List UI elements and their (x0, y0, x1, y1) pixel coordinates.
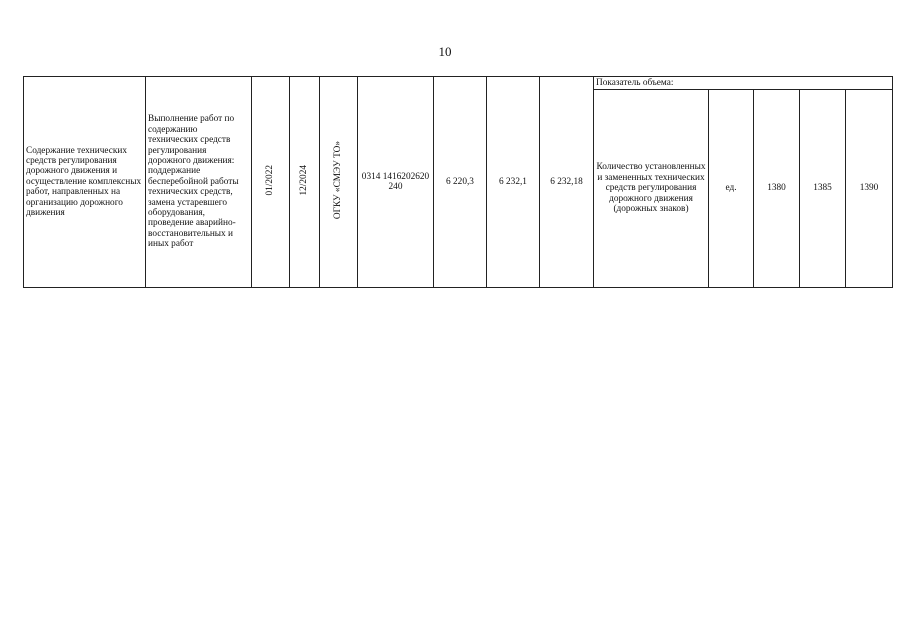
indicator-name-cell: Количество установленных и замененных технических средств регулирования дорожного движения (дорожных знаков) (594, 90, 709, 288)
budget-code-cell: 0314 1416202620 240 (358, 77, 434, 288)
indicator-header-cell: Показатель объема: (594, 77, 893, 90)
start-date-cell (252, 77, 290, 288)
event-cell: Содержание технических средств регулирования дорожного движения и осуществление комплексных работ, направленных на организацию дорожного движения (24, 77, 146, 288)
table-row (24, 77, 893, 90)
financing-year-2-cell: 6 232,1 (487, 77, 540, 288)
start-date-text: 01/2022 (265, 165, 276, 196)
indicator-year-3-cell: 1390 (846, 90, 893, 288)
financing-year-1-cell: 6 220,3 (434, 77, 487, 288)
work-description-cell: Выполнение работ по содержанию технических средств регулирования дорожного движения: поддержание бесперебойной работы технических средств, замена устаревшего оборудования, проведение аварийно-восстановительных и иных работ (146, 77, 252, 288)
unit-cell: ед. (709, 90, 754, 288)
end-date-cell (290, 77, 320, 288)
executor-text: ОГКУ «СМЭУ ТО» (333, 141, 344, 220)
end-date-text: 12/2024 (299, 165, 310, 196)
financing-year-3-cell: 6 232,18 (540, 77, 594, 288)
page-number: 10 (438, 44, 452, 59)
indicator-year-2-cell: 1385 (800, 90, 846, 288)
executor-cell (320, 77, 358, 288)
indicator-year-1-cell: 1380 (754, 90, 800, 288)
program-table (23, 76, 893, 288)
